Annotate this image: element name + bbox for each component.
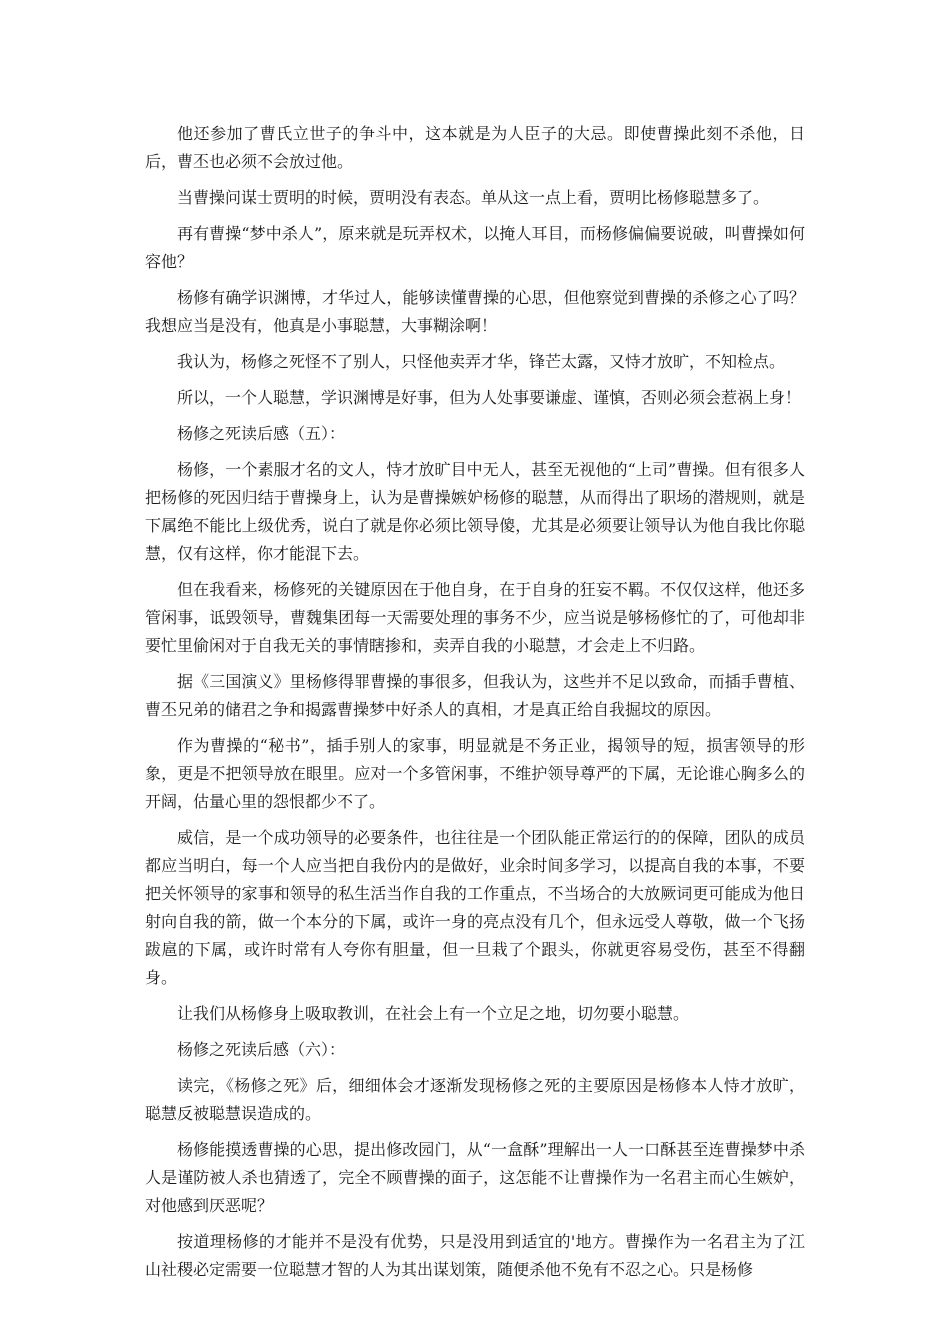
paragraph-7: 杨修，一个素服才名的文人，恃才放旷目中无人，甚至无视他的“上司”曹操。但有很多人把杨修的死因归结于曹操身上，认为是曹操嫉妒杨修的聪慧，从而得出了职场的潜规则，就是下属绝不能比上级优秀，说白了就是你必须比领导傻，尤其是必须要让领导认为他自我比你聪慧，仅有这样，你才能混下去。 xyxy=(145,460,805,563)
document-body xyxy=(145,120,805,1292)
section-heading-5: 杨修之死读后感（五）： xyxy=(177,424,346,443)
paragraph-3: 再有曹操“梦中杀人”，原来就是玩弄权术，以掩人耳目，而杨修偏偏要说破，叫曹操如何容他？ xyxy=(145,224,805,271)
paragraph-10: 作为曹操的“秘书”，插手别人的家事，明显就是不务正业，揭领导的短，损害领导的形象，更是不把领导放在眼里。应对一个多管闲事，不维护领导尊严的下属，无论谁心胸多么的开阔，估量心里的怨恨都少不了。 xyxy=(145,736,805,811)
paragraph-8: 但在我看来，杨修死的关键原因在于他自身，在于自身的狂妄不羁。不仅仅这样，他还多管闲事，诋毁领导，曹魏集团每一天需要处理的事务不少，应当说是够杨修忙的了，可他却非要忙里偷闲对于自我无关的事情瞎掺和，卖弄自我的小聪慧，才会走上不归路。 xyxy=(145,580,805,655)
paragraph-14: 杨修能摸透曹操的心思，提出修改园门，从“一盒酥”理解出一人一口酥甚至连曹操梦中杀人是谨防被人杀也猜透了，完全不顾曹操的面子，这怎能不让曹操作为一名君主而心生嫉妒，对他感到厌恶呢？ xyxy=(145,1140,805,1215)
paragraph-13: 读完，《杨修之死》后，细细体会才逐渐发现杨修之死的主要原因是杨修本人恃才放旷，聪慧反被聪慧误造成的。 xyxy=(145,1076,805,1123)
paragraph-1: 他还参加了曹氏立世子的争斗中，这本就是为人臣子的大忌。即使曹操此刻不杀他，日后，曹丕也必须不会放过他。 xyxy=(145,124,805,171)
paragraph-11: 威信，是一个成功领导的必要条件，也往往是一个团队能正常运行的的保障，团队的成员都应当明白，每一个人应当把自我份内的是做好，业余时间多学习，以提高自我的本事，不要把关怀领导的家事和领导的私生活当作自我的工作重点，不当场合的大放厥词更可能成为他日射向自我的箭，做一个本分的下属，或许一身的亮点没有几个，但永远受人尊敬，做一个飞扬跋扈的下属，或许时常有人夸你有胆量，但一旦栽了个跟头，你就更容易受伤，甚至不得翻身。 xyxy=(145,828,805,987)
paragraph-4: 杨修有确学识渊博，才华过人，能够读懂曹操的心思，但他察觉到曹操的杀修之心了吗？我想应当是没有，他真是小事聪慧，大事糊涂啊！ xyxy=(145,288,805,335)
paragraph-12: 让我们从杨修身上吸取教训，在社会上有一个立足之地，切勿要小聪慧。 xyxy=(177,1004,690,1023)
paragraph-15: 按道理杨修的才能并不是没有优势，只是没用到适宜的'地方。曹操作为一名君主为了江山社稷必定需要一位聪慧才智的人为其出谋划策，随便杀他不免有不忍之心。只是杨修 xyxy=(145,1232,805,1279)
section-heading-6: 杨修之死读后感（六）： xyxy=(177,1040,346,1059)
paragraph-9: 据《三国演义》里杨修得罪曹操的事很多，但我认为，这些并不足以致命，而插手曹植、曹丕兄弟的储君之争和揭露曹操梦中好杀人的真相，才是真正给自我掘坟的原因。 xyxy=(145,672,805,719)
paragraph-2: 当曹操问谋士贾明的时候，贾明没有表态。单从这一点上看，贾明比杨修聪慧多了。 xyxy=(177,188,770,207)
paragraph-6: 所以，一个人聪慧，学识渊博是好事，但为人处事要谦虚、谨慎，否则必须会惹祸上身！ xyxy=(177,388,802,407)
paragraph-5: 我认为，杨修之死怪不了别人，只怪他卖弄才华，锋芒太露，又恃才放旷，不知检点。 xyxy=(177,352,786,371)
